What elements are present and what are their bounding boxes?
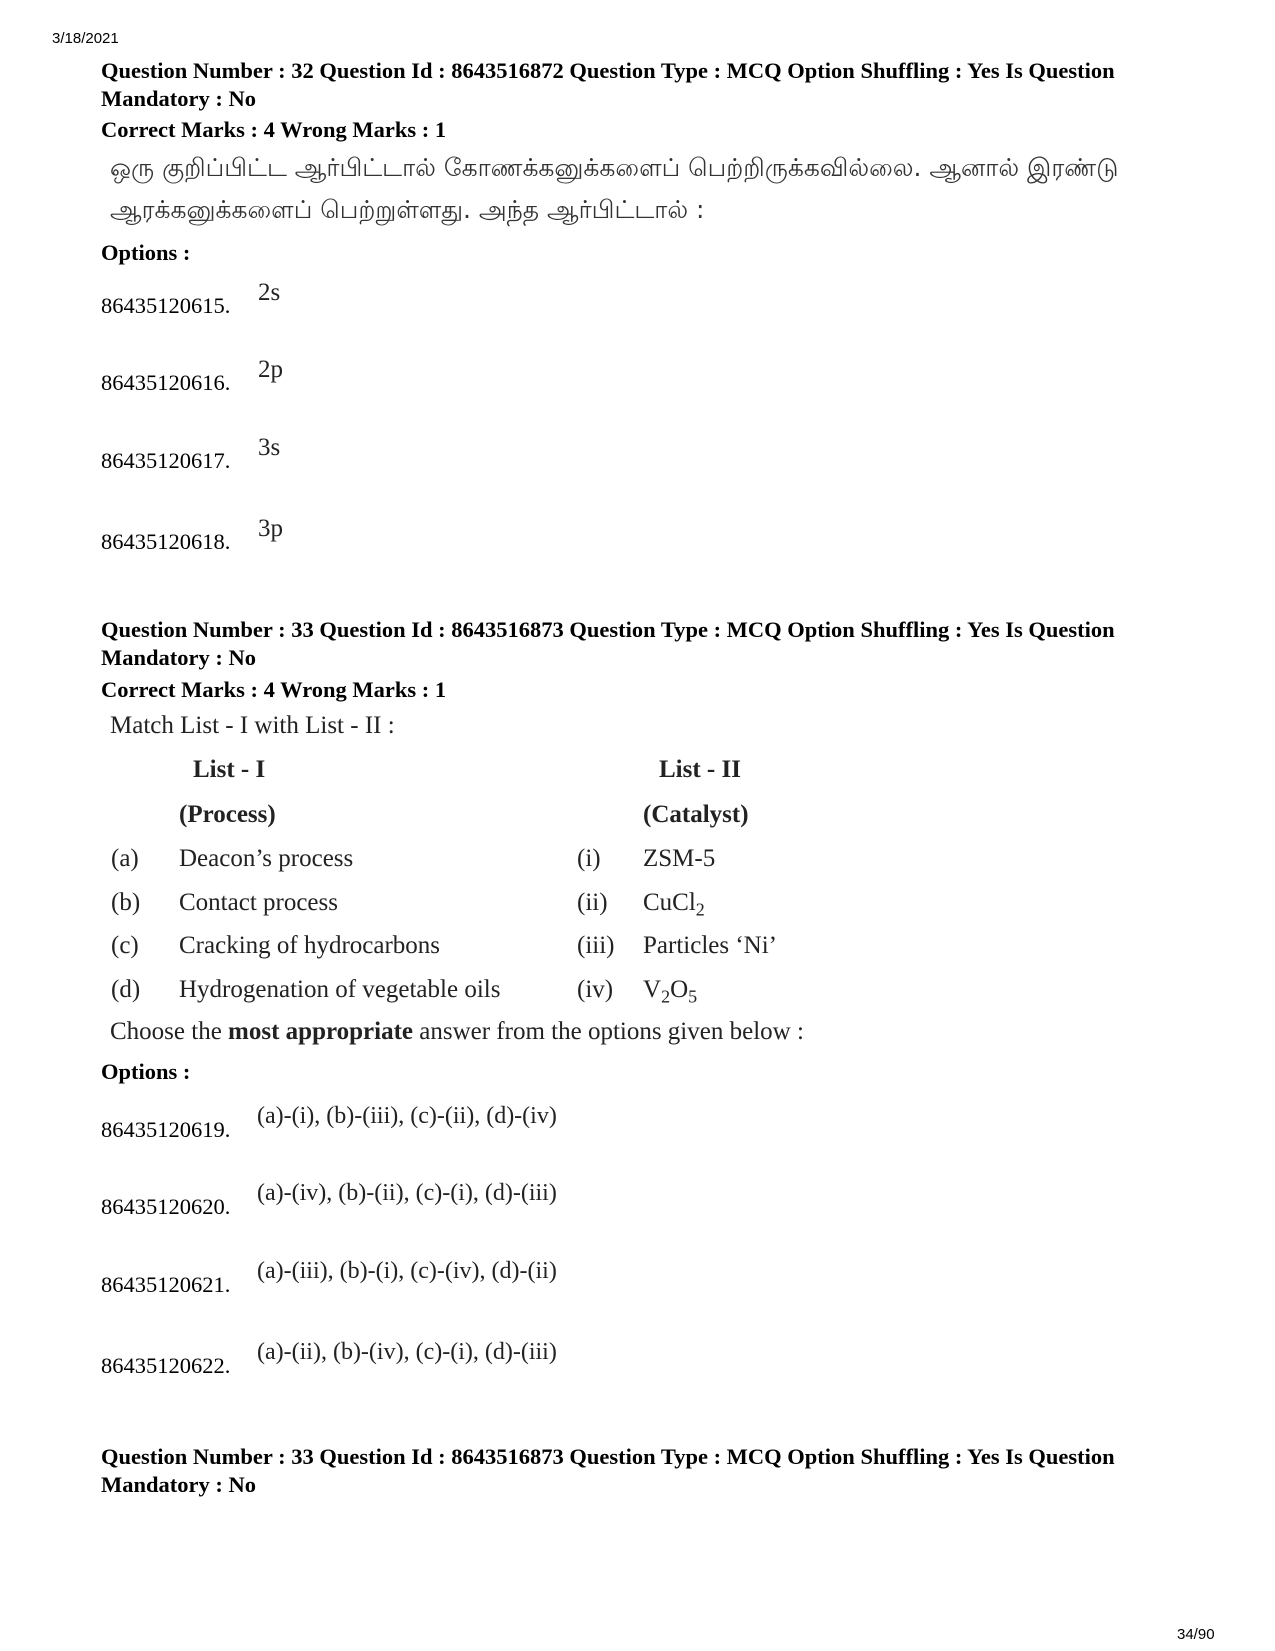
list2-item: $V_2O_5$ (643, 976, 698, 1007)
print-date: 3/18/2021 (52, 30, 119, 47)
list1-label: (b) (111, 889, 141, 916)
list2-label: (ii) (577, 889, 608, 916)
option-value: (a)-(iii), (b)-(i), (c)-(iv), (d)-(ii) (257, 1258, 557, 1284)
list2-label: (i) (577, 845, 601, 872)
question-next-header: Question Number : 33 Question Id : 8643516873 Question Type : MCQ Option Shuffling : Yes Is Question Mandatory : No (101, 1444, 1115, 1497)
question-32-text: ஒரு குறிப்பிட்ட ஆர்பிட்டால் கோணக்கனுக்களைப் பெற்றிருக்கவில்லை. ஆனால் இரண்டு ஆரக்கனுக்களைப் பெற்றுள்ளது. அந்த ஆர்பிட்டால் : (110, 153, 1119, 224)
option-value: 3s (258, 434, 281, 461)
list1-title: List - I (193, 756, 266, 783)
question-32-header: Question Number : 32 Question Id : 8643516872 Question Type : MCQ Option Shuffling : Yes Is Question Mandatory : No (101, 58, 1115, 111)
option-id: 86435120620. (101, 1194, 231, 1219)
list1-item: Hydrogenation of vegetable oils (179, 976, 501, 1003)
option-id: 86435120617. (101, 448, 231, 473)
list1-label: (a) (111, 845, 139, 872)
question-33-options-label: Options : (101, 1059, 191, 1084)
list2-label: (iv) (577, 976, 614, 1003)
option-value: 3p (258, 515, 283, 542)
option-value: 2p (258, 356, 283, 383)
list1-item: Contact process (179, 889, 338, 916)
list1-item: Deacon’s process (179, 845, 354, 872)
option-id: 86435120621. (101, 1272, 231, 1297)
option-value: (a)-(iv), (b)-(ii), (c)-(i), (d)-(iii) (257, 1180, 557, 1206)
list2-label: (iii) (577, 932, 615, 959)
option-value: 2s (258, 279, 281, 306)
list2-item: CuCl$_2$ (643, 889, 705, 920)
option-id: 86435120615. (101, 293, 231, 318)
page-number: 34/90 (1177, 1626, 1215, 1643)
option-value: (a)-(i), (b)-(iii), (c)-(ii), (d)-(iv) (257, 1103, 557, 1129)
list1-label: (d) (111, 976, 141, 1003)
list2-title: List - II (659, 756, 741, 783)
question-33-header: Question Number : 33 Question Id : 8643516873 Question Type : MCQ Option Shuffling : Yes Is Question Mandatory : No (101, 617, 1115, 670)
option-id: 86435120616. (101, 370, 231, 395)
list2-subtitle: (Catalyst) (643, 801, 749, 828)
option-value: (a)-(ii), (b)-(iv), (c)-(i), (d)-(iii) (257, 1339, 557, 1365)
question-32-options-label: Options : (101, 240, 191, 265)
choose-instruction: Choose the most appropriate answer from the options given below : (110, 1018, 804, 1045)
option-id: 86435120622. (101, 1353, 231, 1378)
list2-item: Particles ‘Ni’ (643, 932, 777, 959)
match-instruction: Match List - I with List - II : (110, 712, 395, 739)
question-33-marks: Correct Marks : 4 Wrong Marks : 1 (101, 677, 447, 702)
list1-label: (c) (111, 932, 139, 959)
list1-subtitle: (Process) (179, 801, 276, 828)
option-id: 86435120618. (101, 529, 231, 554)
option-id: 86435120619. (101, 1117, 231, 1142)
question-32-marks: Correct Marks : 4 Wrong Marks : 1 (101, 117, 447, 142)
list2-item: ZSM-5 (643, 845, 716, 872)
list1-item: Cracking of hydrocarbons (179, 932, 441, 959)
